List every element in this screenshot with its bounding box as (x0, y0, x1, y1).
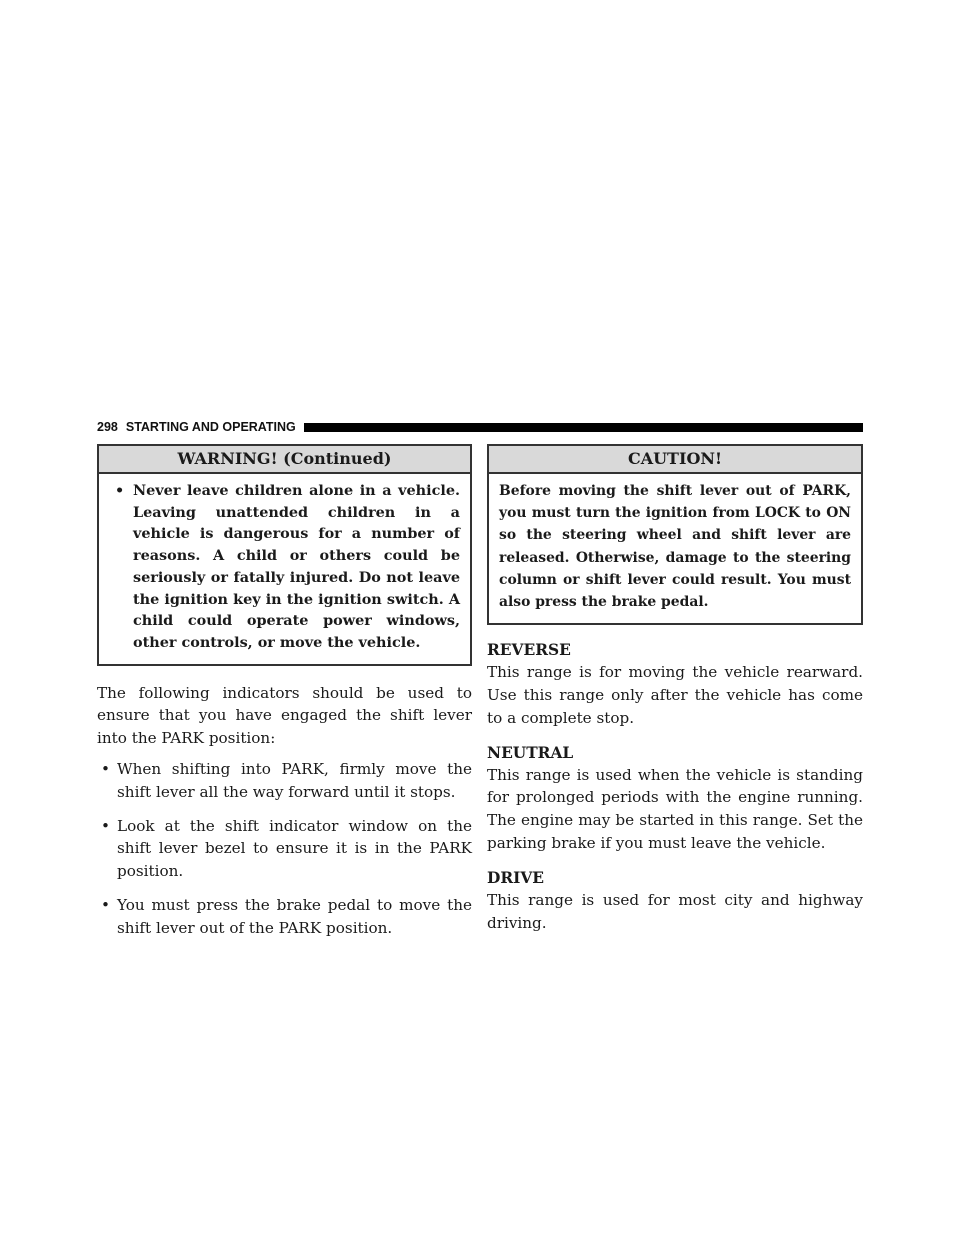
warning-item-text: Never leave children alone in a vehicle. Leaving unattended children in a vehicle is dangerous for a number of reasons. A child or others could be seriously or fatally injured. Do not leave the ignition key in the ignition switch. A child could operate power windows, other controls, or move the vehicle. (133, 482, 460, 651)
intro-paragraph: The following indicators should be used to ensure that you have engaged the shift lever into the PARK position: (97, 683, 472, 748)
range-heading: REVERSE (487, 641, 571, 660)
range-neutral (487, 742, 863, 855)
section-title: STARTING AND OPERATING (125, 420, 296, 434)
range-drive (487, 867, 863, 935)
warning-body (99, 474, 470, 664)
header-rule (304, 423, 863, 432)
bullet-icon: • (101, 896, 110, 914)
caution-text: Before moving the shift lever out of PARK, you must turn the ignition from LOCK to ON so the steering wheel and shift lever are released. Otherwise, damage to the steering column or shift lever could result. You must also press the brake pedal. (499, 483, 851, 611)
range-heading: DRIVE (487, 868, 545, 887)
left-column (97, 444, 472, 951)
warning-box (97, 444, 472, 666)
range-text: This range is for moving the vehicle rearward. Use this range only after the vehicle has come to a complete stop. (487, 663, 863, 727)
list-item (97, 815, 472, 883)
park-indicator-list (97, 758, 472, 940)
bullet-icon: • (101, 816, 110, 835)
warning-item (109, 480, 460, 654)
caution-box (487, 444, 863, 625)
caution-title: CAUTION! (489, 446, 861, 474)
list-item (97, 894, 472, 940)
list-item-text: You must press the brake pedal to move the shift lever out of the PARK position. (117, 896, 472, 937)
list-item-text: Look at the shift indicator window on the shift lever bezel to ensure it is in the PARK position. (117, 816, 472, 881)
range-reverse (487, 639, 863, 729)
running-header (97, 418, 863, 436)
page-number: 298 (97, 420, 118, 434)
warning-list (109, 480, 460, 654)
bullet-icon: • (115, 482, 125, 499)
range-text: This range is used for most city and highway driving. (487, 890, 863, 932)
caution-body (489, 474, 861, 623)
range-text: This range is used when the vehicle is standing for prolonged periods with the engine running. The engine may be started in this range. Set the parking brake if you must leave the vehicle. (487, 765, 863, 852)
right-column (487, 444, 863, 934)
list-item (97, 758, 472, 804)
range-heading: NEUTRAL (487, 743, 574, 762)
bullet-icon: • (101, 760, 110, 779)
list-item-text: When shifting into PARK, firmly move the shift lever all the way forward until it stops. (117, 760, 472, 801)
warning-title: WARNING! (Continued) (99, 446, 470, 474)
